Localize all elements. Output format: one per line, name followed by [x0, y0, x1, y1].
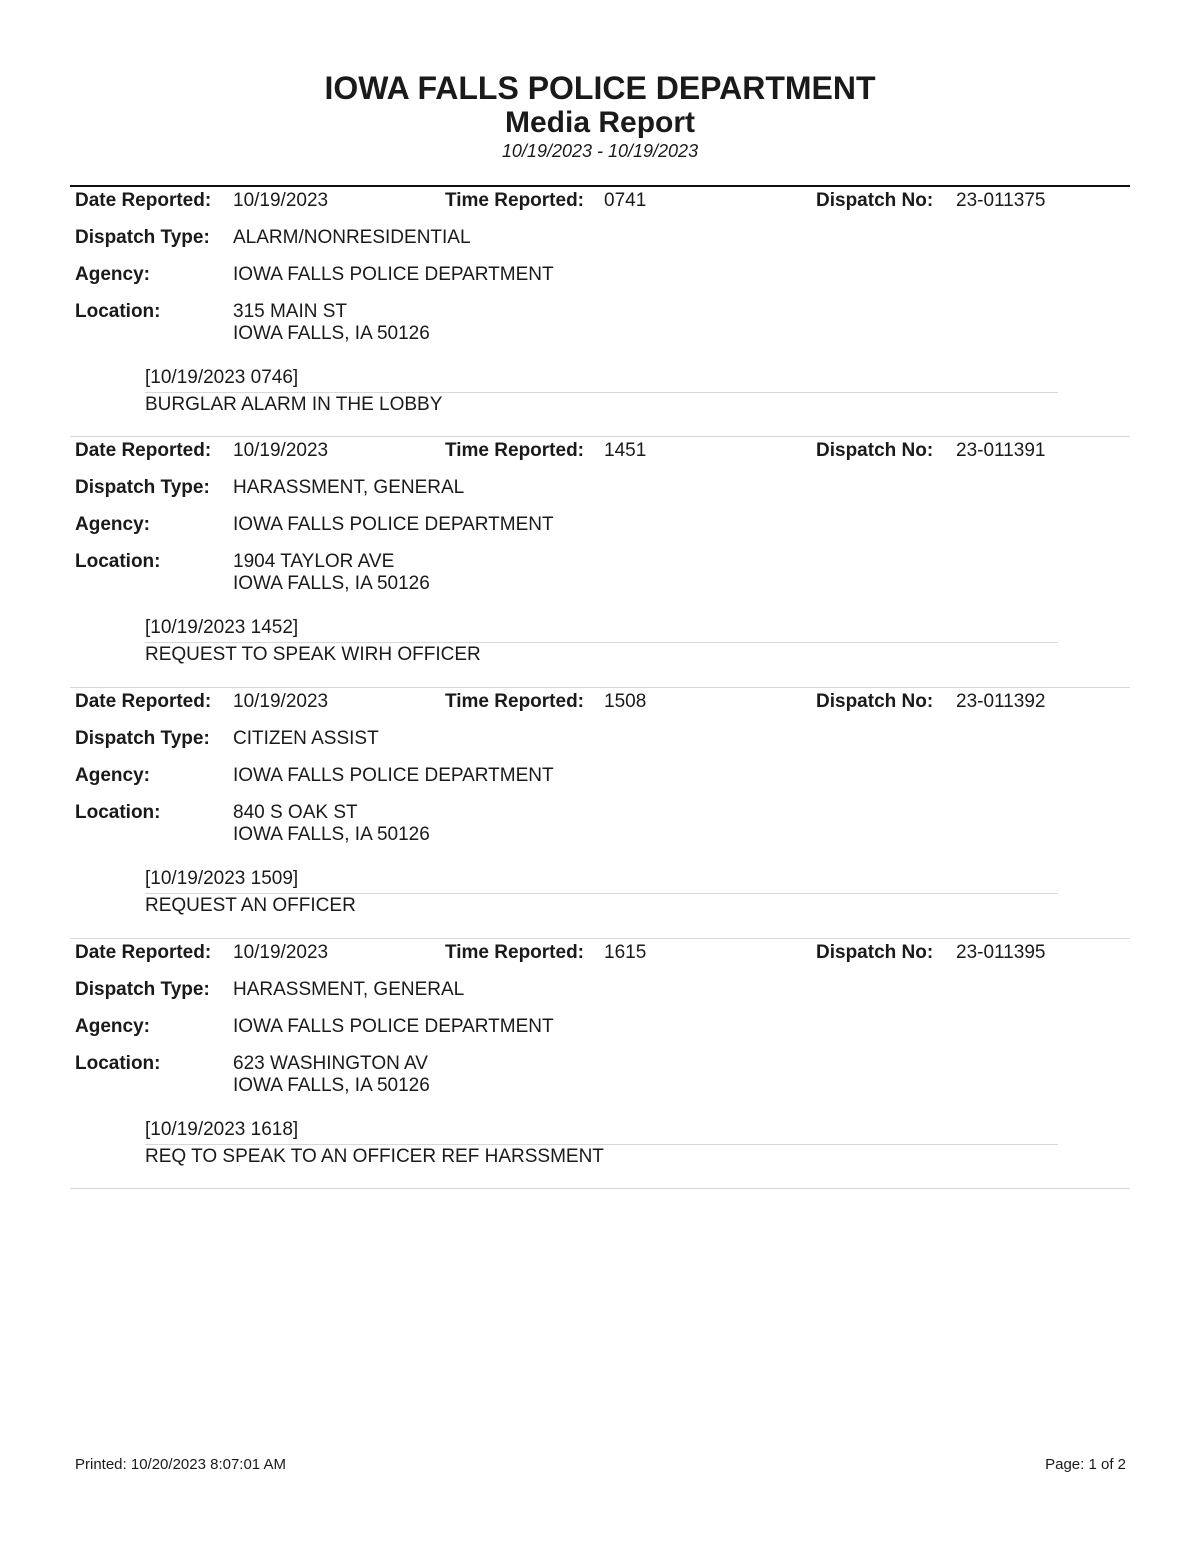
note-timestamp: [10/19/2023 1618] [145, 1119, 1058, 1145]
agency-value: IOWA FALLS POLICE DEPARTMENT [233, 765, 554, 786]
time-reported-label: Time Reported: [445, 190, 585, 211]
note-text: REQUEST AN OFFICER [145, 895, 356, 916]
location-city: IOWA FALLS, IA 50126 [233, 824, 430, 845]
location-street: 315 MAIN ST [233, 301, 348, 322]
time-reported-label: Time Reported: [445, 440, 585, 461]
dispatch-type-label: Dispatch Type: [75, 227, 210, 248]
date-reported-label: Date Reported: [75, 691, 212, 712]
note-text: REQUEST TO SPEAK WIRH OFFICER [145, 644, 481, 665]
dispatch-record [70, 687, 1130, 938]
dispatch-type-label: Dispatch Type: [75, 979, 210, 1000]
note-timestamp: [10/19/2023 1452] [145, 617, 1058, 643]
dispatch-no-label: Dispatch No: [816, 942, 934, 963]
dispatch-record [70, 185, 1130, 436]
report-title: Media Report [504, 106, 696, 139]
location-street: 1904 TAYLOR AVE [233, 551, 395, 572]
page-number: Page: 1 of 2 [1045, 1456, 1126, 1473]
dispatch-no-value: 23-011395 [956, 942, 1046, 963]
location-city: IOWA FALLS, IA 50126 [233, 323, 430, 344]
dispatch-no-label: Dispatch No: [816, 440, 934, 461]
agency-label: Agency: [75, 1016, 150, 1037]
dispatch-no-label: Dispatch No: [816, 190, 934, 211]
report-header [0, 70, 1200, 162]
location-street: 840 S OAK ST [233, 802, 358, 823]
time-reported-label: Time Reported: [445, 691, 585, 712]
dispatch-record [70, 436, 1130, 687]
printed-timestamp: Printed: 10/20/2023 8:07:01 AM [75, 1456, 286, 1473]
department-name: IOWA FALLS POLICE DEPARTMENT [324, 70, 876, 106]
report-date-range: 10/19/2023 - 10/19/2023 [501, 141, 699, 161]
agency-value: IOWA FALLS POLICE DEPARTMENT [233, 1016, 554, 1037]
date-reported-label: Date Reported: [75, 190, 212, 211]
location-label: Location: [75, 1053, 161, 1074]
time-reported-value: 1615 [604, 942, 647, 963]
agency-value: IOWA FALLS POLICE DEPARTMENT [233, 264, 554, 285]
dispatch-no-value: 23-011392 [956, 691, 1046, 712]
location-street: 623 WASHINGTON AV [233, 1053, 428, 1074]
dispatch-type-label: Dispatch Type: [75, 477, 210, 498]
time-reported-value: 1451 [604, 440, 647, 461]
location-label: Location: [75, 802, 161, 823]
location-label: Location: [75, 301, 161, 322]
dispatch-type-value: HARASSMENT, GENERAL [233, 979, 465, 1000]
dispatch-type-value: ALARM/NONRESIDENTIAL [233, 227, 471, 248]
agency-label: Agency: [75, 514, 150, 535]
dispatch-records [70, 185, 1130, 1189]
dispatch-no-label: Dispatch No: [816, 691, 934, 712]
dispatch-type-value: CITIZEN ASSIST [233, 728, 379, 749]
note-timestamp: [10/19/2023 1509] [145, 868, 1058, 894]
time-reported-label: Time Reported: [445, 942, 585, 963]
dispatch-record [70, 938, 1130, 1189]
date-reported-value: 10/19/2023 [233, 942, 329, 963]
location-city: IOWA FALLS, IA 50126 [233, 573, 430, 594]
dispatch-type-label: Dispatch Type: [75, 728, 210, 749]
date-reported-value: 10/19/2023 [233, 691, 329, 712]
date-reported-label: Date Reported: [75, 942, 212, 963]
date-reported-value: 10/19/2023 [233, 190, 329, 211]
dispatch-no-value: 23-011391 [956, 440, 1046, 461]
note-timestamp: [10/19/2023 0746] [145, 367, 1058, 393]
time-reported-value: 0741 [604, 190, 647, 211]
note-text: BURGLAR ALARM IN THE LOBBY [145, 394, 443, 415]
time-reported-value: 1508 [604, 691, 647, 712]
agency-label: Agency: [75, 264, 150, 285]
dispatch-type-value: HARASSMENT, GENERAL [233, 477, 465, 498]
location-city: IOWA FALLS, IA 50126 [233, 1075, 430, 1096]
note-text: REQ TO SPEAK TO AN OFFICER REF HARSSMENT [145, 1146, 604, 1167]
date-reported-value: 10/19/2023 [233, 440, 329, 461]
dispatch-no-value: 23-011375 [956, 190, 1046, 211]
location-label: Location: [75, 551, 161, 572]
agency-label: Agency: [75, 765, 150, 786]
agency-value: IOWA FALLS POLICE DEPARTMENT [233, 514, 554, 535]
date-reported-label: Date Reported: [75, 440, 212, 461]
